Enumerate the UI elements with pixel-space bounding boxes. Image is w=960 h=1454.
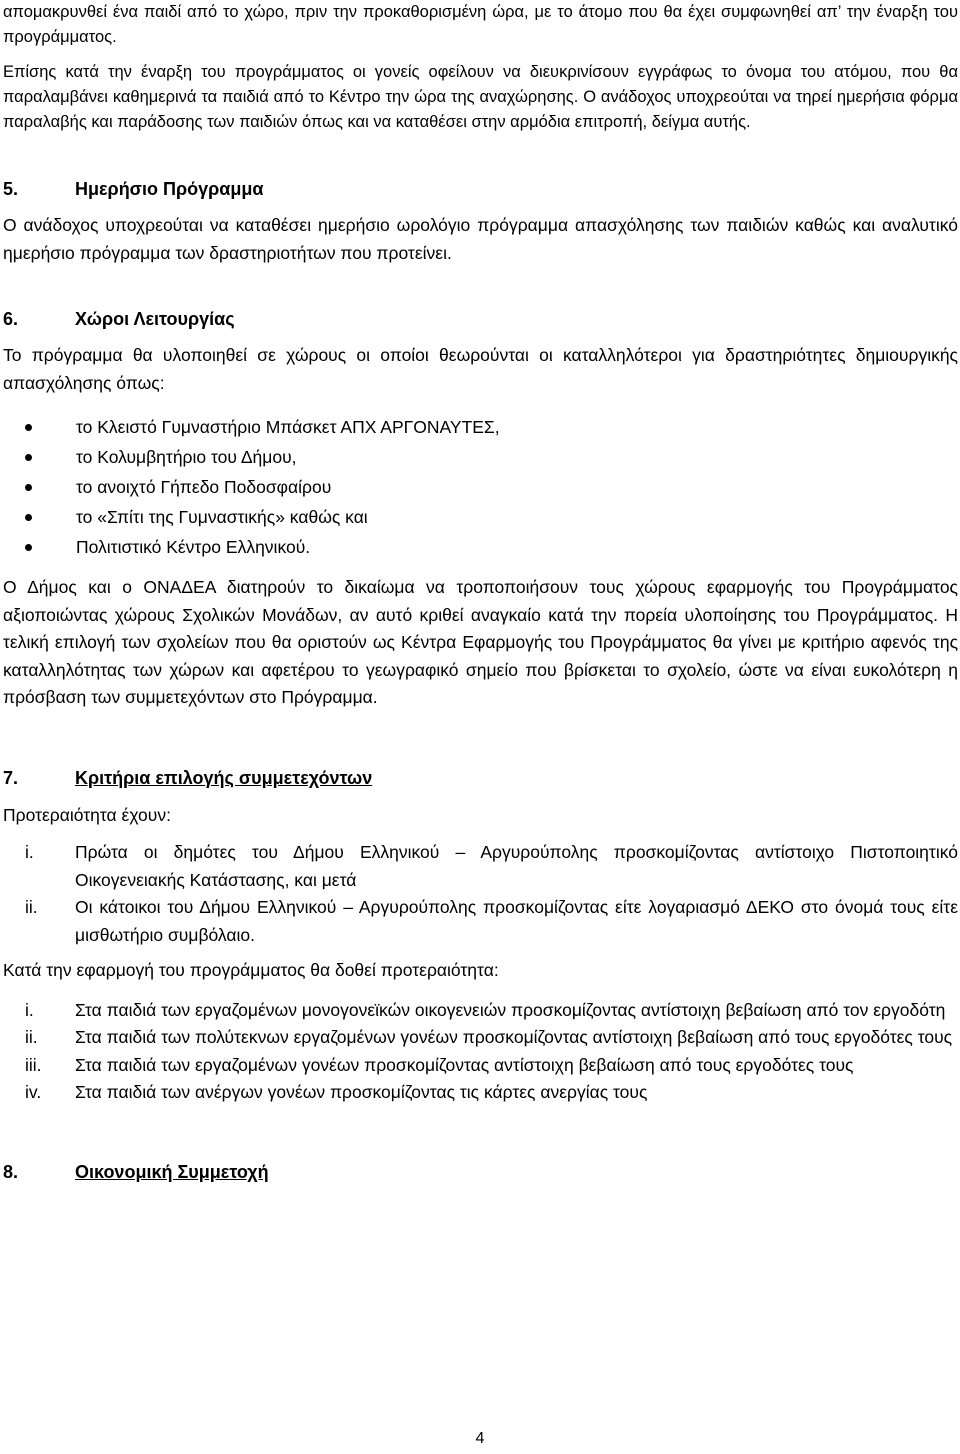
paragraph-pickup-continued: απομακρυνθεί ένα παιδί από το χώρο, πριν την προκαθορισμένη ώρα, με το άτομο που θα έχει συμφωνηθεί απ’ την έναρξη του προγράμματος. <box>3 3 958 46</box>
section-6-number: 6. <box>3 309 19 329</box>
priority-label: Προτεραιότητα έχουν: <box>3 804 171 825</box>
page-number: 4 <box>475 1430 485 1447</box>
section-7-number: 7. <box>3 767 19 788</box>
document-page <box>3 0 958 1186</box>
list-item: ii. Στα παιδιά των πολύτεκνων εργαζομένων γονέων προσκομίζοντας αντίστοιχη βεβαίωση από τους εργοδότες τους <box>25 1027 953 1047</box>
section-7-title: Κριτήρια επιλογής συμμετεχόντων <box>75 767 373 788</box>
section-5-title: Ημερήσιο Πρόγραμμα <box>75 179 264 199</box>
list-item: i. Πρώτα οι δημότες του Δήμου Ελληνικού – Αργυρούπολης προσκομίζοντας αντίστοιχο Πιστοποιητικό Οικογενειακής Κατάστασης, και μετά <box>25 842 958 890</box>
venues-list <box>3 412 958 562</box>
list-item: iv. Στα παιδιά των ανέργων γονέων προσκομίζοντας τις κάρτες ανεργίας τους <box>25 1082 648 1102</box>
list-item: iii. Στα παιδιά των εργαζομένων γονέων προσκομίζοντας αντίστοιχη βεβαίωση από τους εργοδότες τους <box>25 1054 854 1075</box>
section-6-closing: Ο Δήμος και ο ΟΝΑΔΕΑ διατηρούν το δικαίωμα να τροποποιήσουν τους χώρους εφαρμογής του Προγράμματος αξιοποιώντας χώρους Σχολικών Μονάδων, αν αυτό κριθεί αναγκαίο κατά την πορεία υλοποίησης του Προγράμματος. Η τελική επιλογή των σχολείων που θα οριστούν ως Κέντρα Εφαρμογής του Προγράμματος θα γίνει με κριτήριο αφενός της καταλληλότητας των χώρων και αφετέρου το γεωγραφικό σημείο που βρίσκεται το σχολείο, ώστε να είναι ευκολότερη η πρόσβαση των συμμετεχόντων στο Πρόγραμμα. <box>3 577 958 707</box>
section-5-number: 5. <box>3 179 19 199</box>
section-8-title: Οικονομική Συμμετοχή <box>75 1161 269 1182</box>
paragraph-parents-authorization: Επίσης κατά την έναρξη του προγράμματος οι γονείς οφείλουν να διευκρινίσουν εγγράφως το όνομα του ατόμου, που θα παραλαμβάνει καθημερινά τα παιδιά από το Κέντρο την ώρα της αναχώρησης. Ο ανάδοχος υποχρεούται να τηρεί ημερήσια φόρμα παραλαβής και παράδοσης των παιδιών όπως και να καταθέσει στην αρμόδια επιτροπή, δείγμα αυτής. <box>3 63 958 131</box>
list-item: Πολιτιστικό Κέντρο Ελληνικού. <box>3 532 958 562</box>
list-item: ii. Οι κάτοικοι του Δήμου Ελληνικού – Αργυρούπολης προσκομίζοντας είτε λογαριασμό ΔΕΚΟ στο όνομά τους είτε μισθωτήριο συμβόλαιο. <box>25 897 958 945</box>
section-5-text: Ο ανάδοχος υποχρεούται να καταθέσει ημερήσιο ωρολόγιο πρόγραμμα απασχόλησης των παιδιών καθώς και αναλυτικό ημερήσιο πρόγραμμα των δραστηριοτήτων που προτείνει. <box>3 215 958 263</box>
section-8-heading <box>3 1159 958 1186</box>
section-6-title: Χώροι Λειτουργίας <box>75 309 235 329</box>
list-item: το «Σπίτι της Γυμναστικής» καθώς και <box>3 502 958 532</box>
bullet-icon <box>25 544 32 551</box>
section-5-heading <box>3 176 958 203</box>
list-item: το Κολυμβητήριο του Δήμου, <box>3 442 958 472</box>
application-label: Κατά την εφαρμογή του προγράμματος θα δοθεί προτεραιότητα: <box>3 960 499 980</box>
priority-list <box>3 839 958 949</box>
bullet-icon <box>25 514 32 521</box>
bullet-icon <box>25 454 32 461</box>
list-item: i. Στα παιδιά των εργαζομένων μονογονεϊκών οικογενειών προσκομίζοντας αντίστοιχη βεβαίωση από τον εργοδότη <box>25 999 946 1020</box>
section-7-heading <box>3 765 958 792</box>
section-6-intro: Το πρόγραμμα θα υλοποιηθεί σε χώρους οι οποίοι θεωρούνται οι καταλληλότεροι για δραστηριότητες δημιουργικής απασχόλησης όπως: <box>3 345 958 393</box>
list-item: το ανοιχτό Γήπεδο Ποδοσφαίρου <box>3 472 958 502</box>
list-item: το Κλειστό Γυμναστήριο Μπάσκετ ΑΠΧ ΑΡΓΟΝΑΥΤΕΣ, <box>3 412 958 442</box>
section-6-heading <box>3 306 958 333</box>
bullet-icon <box>25 424 32 431</box>
bullet-icon <box>25 484 32 491</box>
application-list <box>3 997 958 1107</box>
section-8-number: 8. <box>3 1161 19 1182</box>
